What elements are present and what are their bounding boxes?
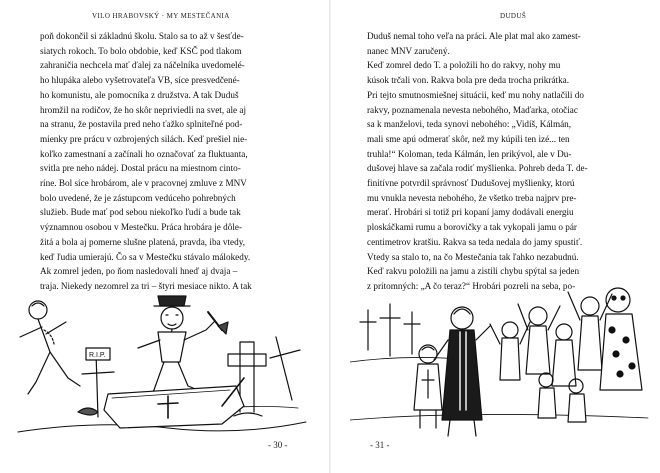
text-line: rakvy, poznamenala nevesta nebohého, Maďarka, otočiac (367, 104, 578, 115)
tilted-cross (270, 337, 300, 400)
left-page-number: - 30 - (268, 440, 288, 450)
right-page (330, 0, 660, 473)
funeral-crowd-illustration-right (350, 270, 650, 442)
text-line: truhla!“ Koloman, teda Kálmán, len prikývol, ale v Du- (367, 148, 572, 159)
text-line: kúsok trčali von. Rakva bola pre deda trocha prikrátka. (367, 75, 570, 86)
text-line: Pri tejto smutnosmiešnej situácii, keď mu nohy natlačili do (367, 89, 584, 100)
text-line: dušovej hlave sa začala rodiť myšlienka. Pohreb deda T. de- (367, 163, 588, 174)
cemetery-illustration-left (8, 282, 308, 440)
running-person-figure (20, 301, 80, 394)
text-line: nanec MNV zaručený. (367, 45, 450, 56)
text-line: významnou osobou v Mestečku. Práca hrobára je dôle- (40, 222, 243, 233)
text-line: sa k manželovi, teda synovi nebohého: „Vidíš, Kálmán, (367, 119, 572, 130)
left-running-head: VILO HRABOVSKÝ · MY MESTEČANIA (92, 12, 230, 20)
text-line: mienky pre prácu v ozbrojených silách. Keď prešiel nie- (40, 133, 248, 144)
gravedigger-figure (138, 296, 228, 398)
text-line: zahraničia nechcela mať ďalej za náčelníka uvedomelé- (40, 60, 245, 71)
text-line: Keď zomrel dedo T. a položili ho do rakvy, nohy mu (367, 60, 561, 71)
grave-cross-label: R.I.P. (89, 352, 106, 359)
text-line: siatych rokoch. To bolo obdobie, keď KSČ pod tlakom (40, 45, 242, 56)
text-line: Keď rakvu položili na jamu a zistili chybu spýtal sa jeden (367, 266, 580, 277)
left-body-text (40, 29, 297, 294)
text-line: mali sme apú odmerať skôr, než my kúpili ten izé... ten (367, 133, 570, 144)
text-line: traja. Niekedy nezomrel za tri – štyri mesiace nikto. A tak (40, 280, 252, 291)
text-line: ho komunistu, ale pomocníka z družstva. A tak Duduš (40, 89, 239, 100)
text-line: Vtedy sa stalo to, na čo Mestečania tak ľahko nezabudnú. (367, 251, 579, 262)
text-line: mu vnukla nevesta nebohého, že všetko treba najprv pre- (367, 192, 577, 203)
text-line: ploskáčkami rumu a borovičky a tak vykopali jamu o pár (367, 222, 577, 233)
text-line: Duduš nemal toho veľa na práci. Ale plat mal ako zamest- (367, 31, 581, 41)
text-line: Ak zomrel jeden, po ňom nasledovali hneď aj dvaja – (40, 266, 238, 277)
text-line: koľko zamestnaní a začínali ho označovať za fluktuanta, (40, 148, 248, 159)
text-line: poň dokončil si základnú školu. Stalo sa to až v šesťde- (40, 31, 244, 41)
right-body-text (367, 29, 624, 294)
text-line: keď ľudia umierajú. Čo sa v Mestečku stávalo málokedy. (40, 251, 251, 262)
text-line: finitívne potvrdil správnosť Dudušovej myšlienky, ktorú (367, 178, 575, 189)
right-running-head: DUDUŠ (500, 12, 527, 20)
priest-figure (434, 307, 490, 436)
text-line: svitla pre neho nádej. Dostal prácu na miestnom cinto- (40, 163, 241, 174)
text-line: ríne. Bol síce hrobárom, ale v pracovnej zmluve z MNV (40, 178, 247, 189)
text-line: bolo uvedené, že je zástupcom vedúceho pohrebných (40, 192, 236, 203)
coffin (104, 386, 244, 428)
text-line: z prítomných: „A čo teraz?“ Hrobári pozreli na seba, po- (367, 280, 576, 291)
text-line: služieb. Bude mať pod sebou niekoľko ľudí a bude tak (40, 207, 241, 218)
right-page-number: - 31 - (370, 440, 390, 450)
text-line: hromžil na rodičov, že ho skôr nepriviedli na svet, ale aj (40, 104, 247, 115)
text-line: ho hlupáka alebo vyšetrovateľa VB, síce presvedčené- (40, 75, 240, 86)
text-line: na stranu, že postavila pred neho ťažko splniteľné pod- (40, 119, 243, 130)
mourner-crowd (490, 288, 642, 422)
background-crosses (360, 304, 420, 356)
text-line: centimetrov kratšiu. Rakva sa teda nedala do jamy spustiť. (367, 236, 583, 247)
text-line: žitá a bola aj pomerne slušne platená, pravda, iba vtedy, (40, 236, 246, 247)
text-line: merať. Hrobári si totiž pri kopaní jamy dodávali energiu (367, 207, 574, 218)
